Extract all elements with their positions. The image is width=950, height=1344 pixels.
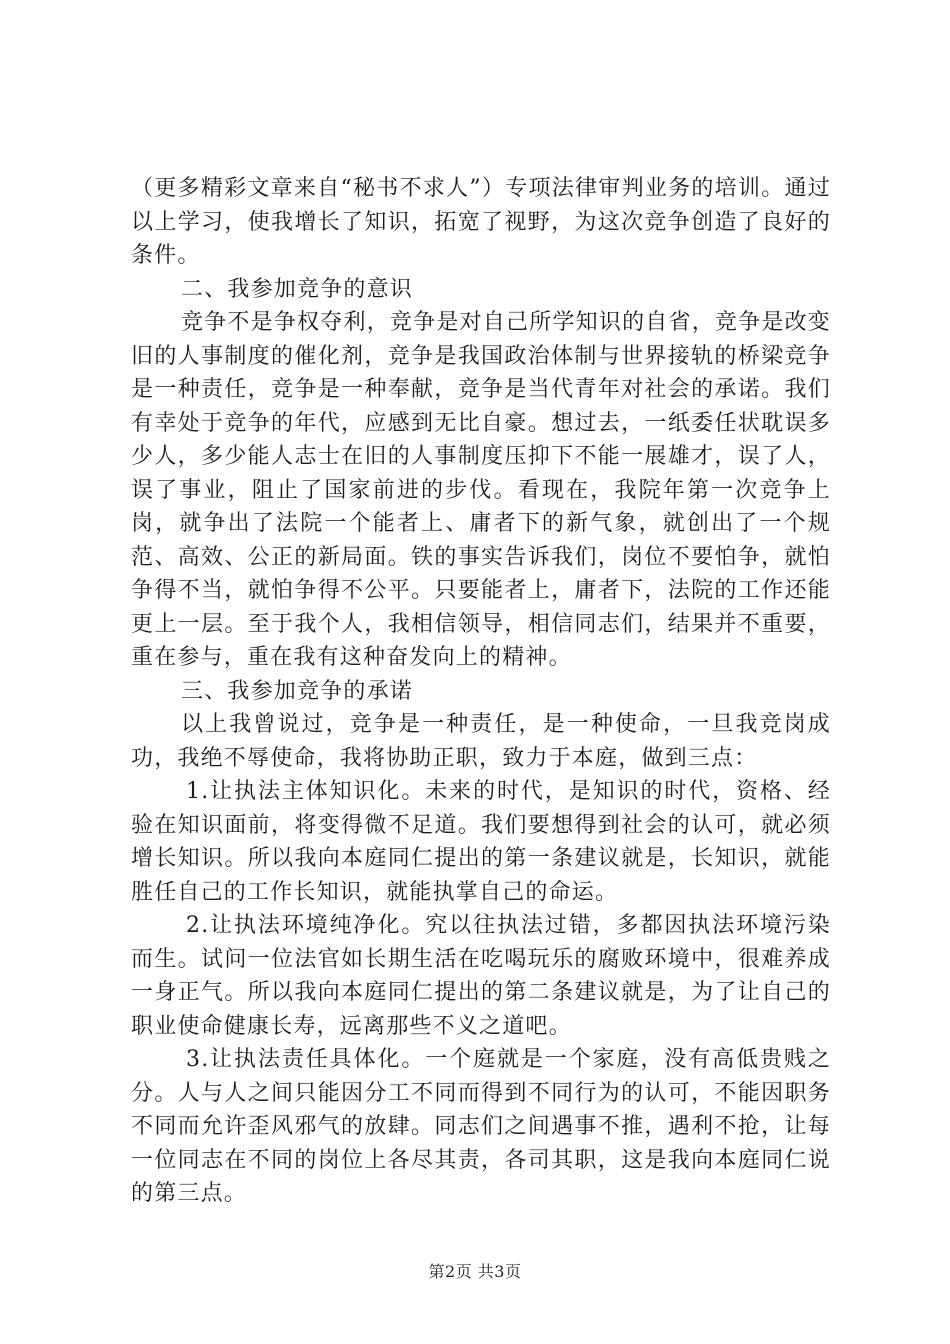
paragraph-training-continuation: （更多精彩文章来自“秘书不求人”）专项法律审判业务的培训。通过以上学习，使我增长了知识，拓宽了视野，为这次竞争创造了良好的条件。 <box>131 176 831 268</box>
heading-competition-awareness: 二、我参加竞争的意识 <box>181 276 414 302</box>
heading-competition-commitment: 三、我参加竞争的承诺 <box>181 678 414 704</box>
page-number-footer: 第2页 共3页 <box>428 1262 522 1281</box>
paragraph-competition-awareness: 竞争不是争权夺利，竞争是对自己所学知识的自省，竞争是改变旧的人事制度的催化剂，竞争是我国政治体制与世界接轨的桥梁竞争是一种责任，竞争是一种奉献，竞争是当代青年对社会的承诺。我们有幸处于竞争的年代，应感到无比自豪。想过去，一纸委任状耽误多少人，多少能人志士在旧的人事制度压抑下不能一展雄才，误了人，误了事业，阻止了国家前进的步伐。看现在，我院年第一次竞争上岗，就争出了法院一个能者上、庸者下的新气象，就创出了一个规范、高效、公正的新局面。铁的事实告诉我们，岗位不要怕争，就怕争得不当，就怕争得不公平。只要能者上，庸者下，法院的工作还能更上一层。至于我个人，我相信领导，相信同志们，结果并不重要，重在参与，重在我有这种奋发向上的精神。 <box>131 310 831 670</box>
paragraph-point-2: 2.让执法环境纯净化。究以往执法过错，多都因执法环境污染而生。试问一位法官如长期生活在吃喝玩乐的腐败环境中，很难养成一身正气。所以我向本庭同仁提出的第二条建议就是，为了让自己的职业使命健康长寿，远离那些不义之道吧。 <box>131 913 831 1039</box>
paragraph-point-1: 1.让执法主体知识化。未来的时代，是知识的时代，资格、经验在知识面前，将变得微不足道。我们要想得到社会的认可，就必须增长知识。所以我向本庭同仁提出的第一条建议就是，长知识，就能胜任自己的工作长知识，就能执掌自己的命运。 <box>131 779 831 905</box>
paragraph-point-3: 3.让执法责任具体化。一个庭就是一个家庭，没有高低贵贱之分。人与人之间只能因分工不同而得到不同行为的认可，不能因职务不同而允许歪风邪气的放肆。同志们之间遇事不推，遇利不抢，让每一位同志在不同的岗位上各尽其责，各司其职，这是我向本庭同仁说的第三点。 <box>131 1047 831 1206</box>
document-body <box>131 172 831 1211</box>
paragraph-commitment-intro: 以上我曾说过，竞争是一种责任，是一种使命，一旦我竞岗成功，我绝不辱使命，我将协助正职，致力于本庭，做到三点： <box>131 712 831 771</box>
